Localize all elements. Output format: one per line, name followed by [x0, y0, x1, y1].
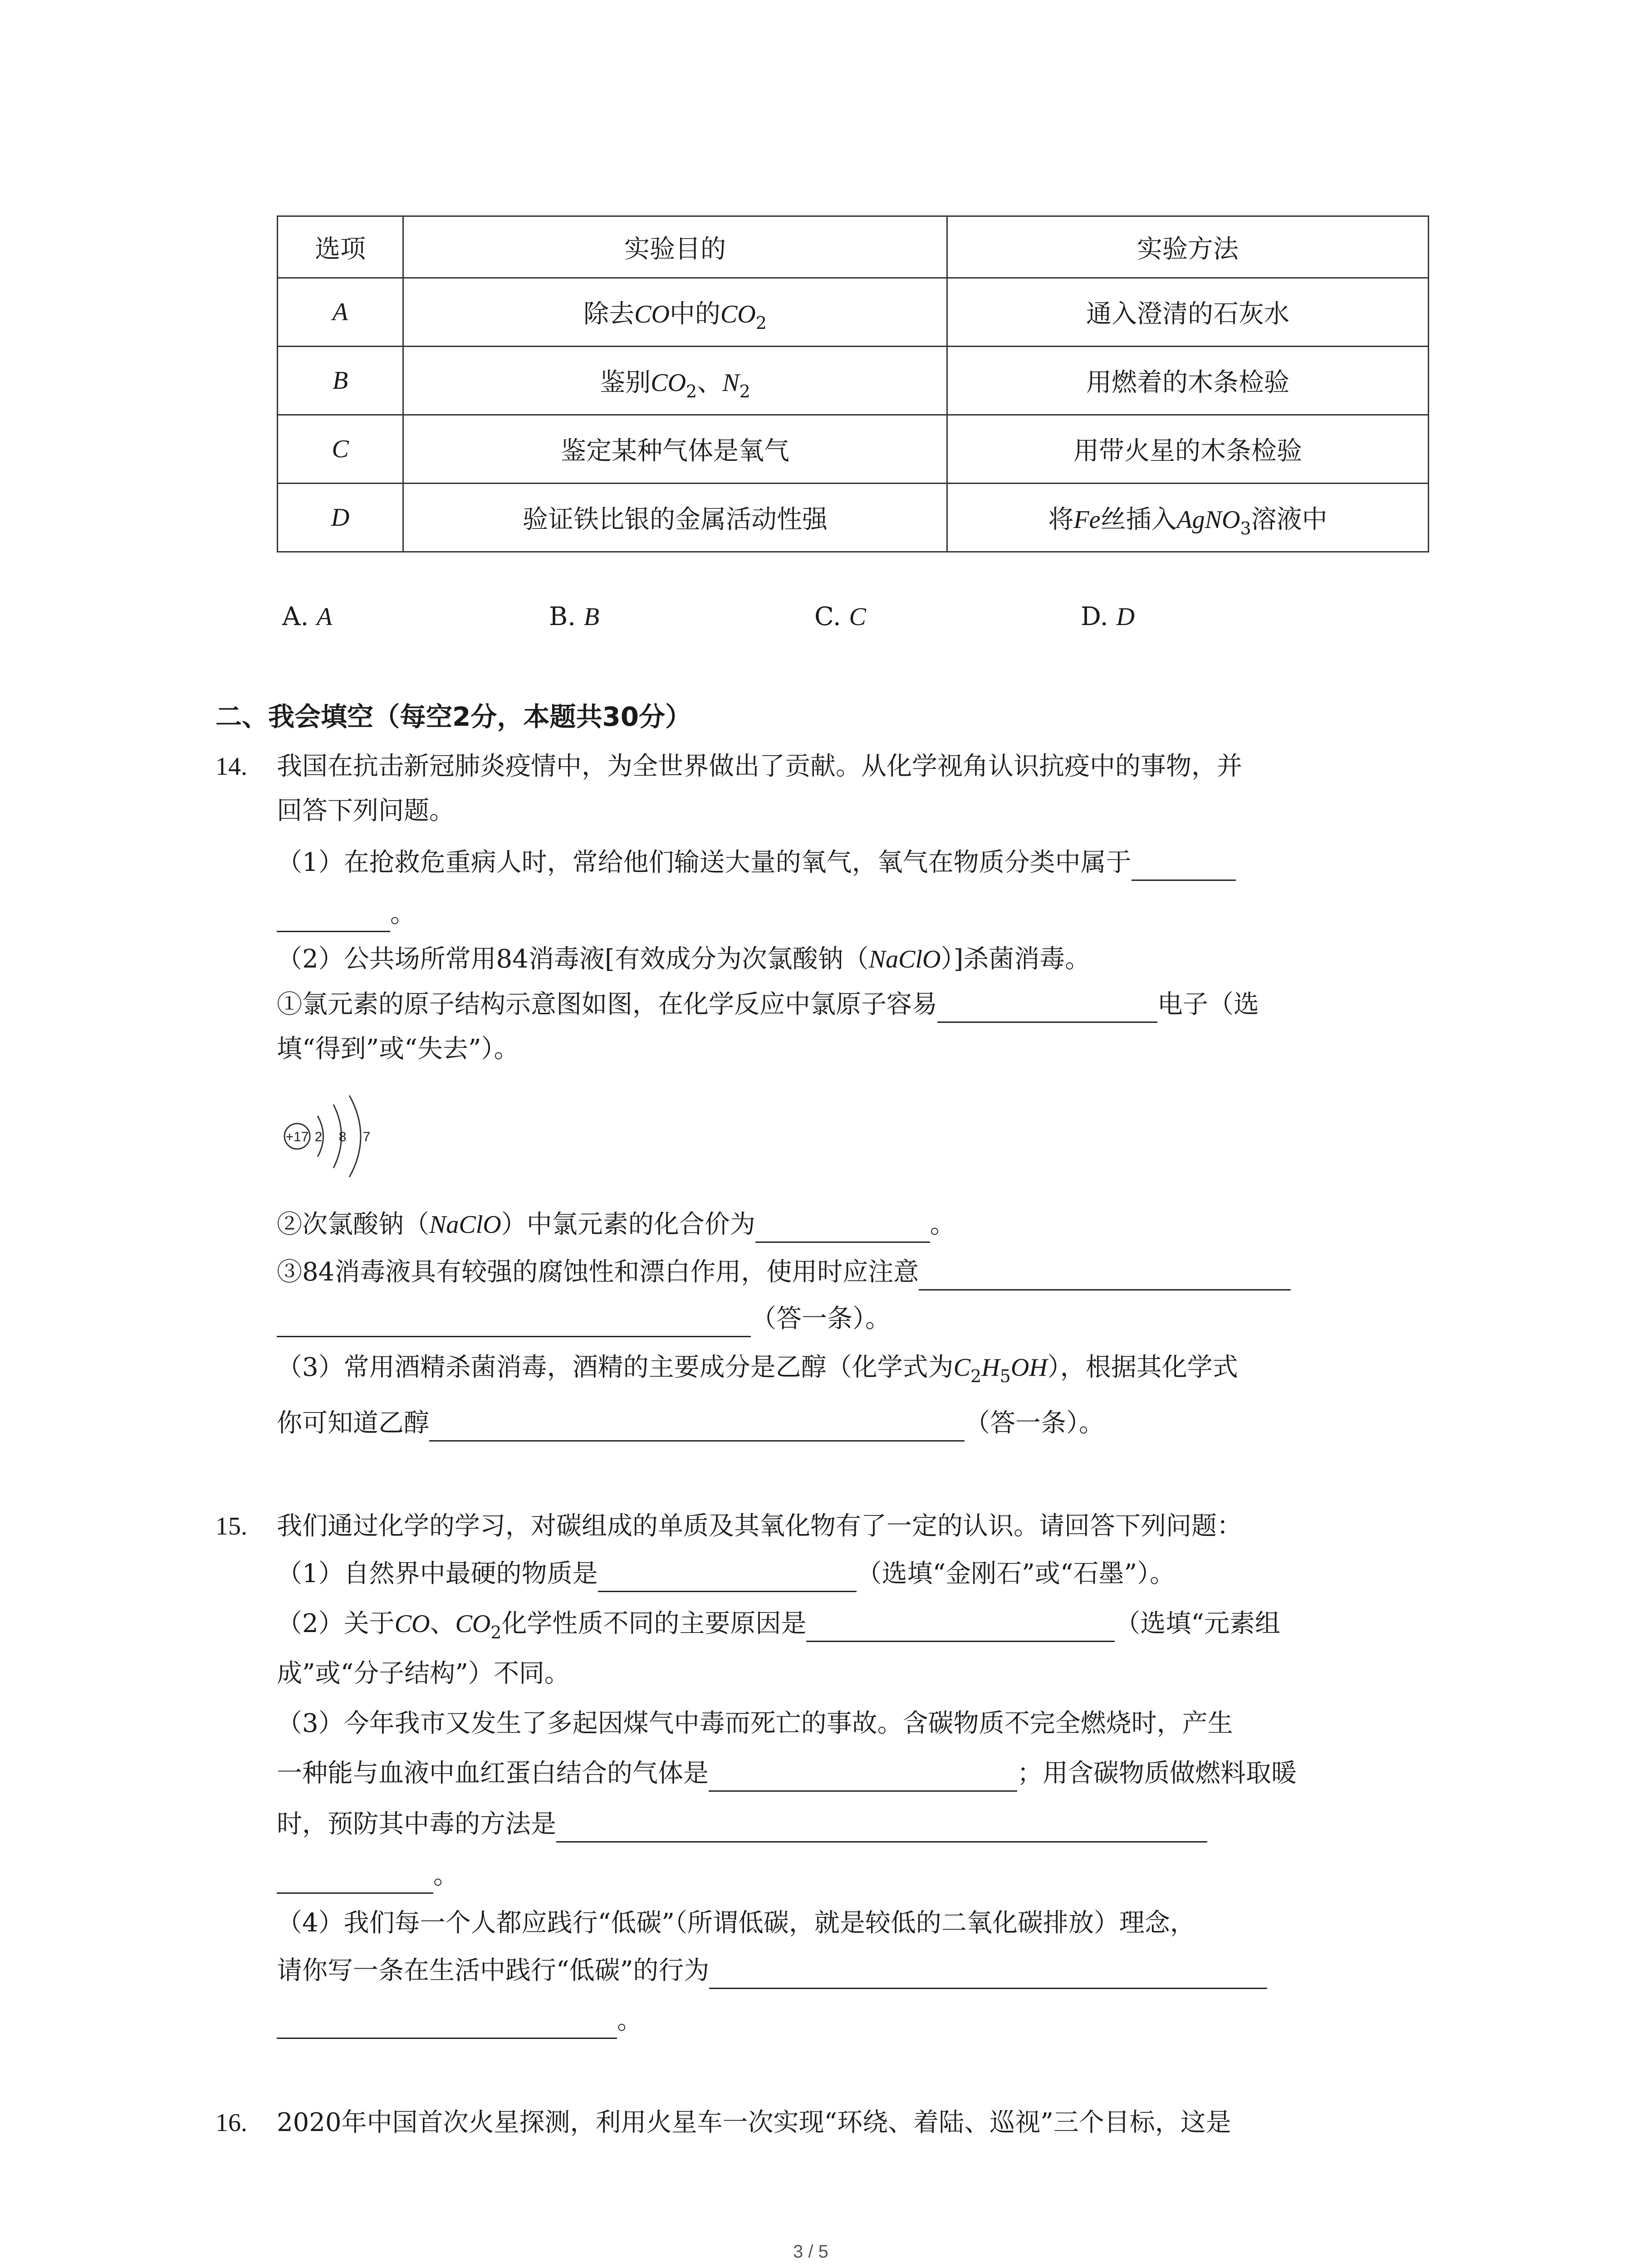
section-title: 二、我会填空（每空2分，本题共30分）	[216, 701, 692, 732]
answer-blank[interactable]	[277, 1865, 433, 1894]
q14-part3: （3）常用酒精杀菌消毒，酒精的主要成分是乙醇（化学式为$C_2H_5OH$），根据其化学式	[277, 1353, 1238, 1386]
q15-part1-text: （1）自然界中最硬的物质是	[277, 1559, 598, 1589]
q14-part3-line2-text: 你可知道乙醇	[277, 1408, 429, 1438]
row-option: C	[278, 415, 403, 484]
q14-part1-cont	[277, 896, 416, 932]
answer-blank[interactable]	[919, 1262, 1291, 1290]
q14-part2: （2）公共场所常用84消毒液[有效成分为次氯酸钠（NaClO）]杀菌消毒。	[277, 944, 1091, 974]
header-purpose: 实验目的	[403, 216, 947, 278]
row-option: D	[278, 484, 403, 552]
q14-part3-end: （答一条）。	[965, 1408, 1104, 1438]
q14-part2-a-text: ①氯元素的原子结构示意图如图，在化学反应中氯原子容易	[277, 990, 937, 1019]
q15-part3-line3	[277, 1806, 1207, 1843]
question-number: 15.	[216, 1512, 247, 1540]
nucleus-charge: +17	[285, 1129, 309, 1144]
row-purpose: 鉴定某种气体是氧气	[403, 415, 947, 484]
question-number: 16.	[216, 2109, 247, 2137]
row-method: 将Fe丝插入AgNO$_3$溶液中	[947, 484, 1429, 552]
table-row	[278, 278, 1429, 347]
row-option: A	[278, 278, 403, 347]
q15-part3-line2-tail: ；用含碳物质做燃料取暖	[1017, 1759, 1297, 1788]
chlorine-atom-diagram	[272, 1075, 381, 1198]
choice-label: D.	[1081, 602, 1108, 631]
choice-label: B.	[549, 602, 576, 631]
choice-value: A	[317, 603, 333, 631]
q15-part3-cont	[277, 1857, 459, 1894]
table-row	[278, 415, 1429, 484]
q14-part3-line2	[277, 1405, 1104, 1442]
q14-stem-line2: 回答下列问题。	[277, 796, 455, 826]
choice-value: C	[849, 603, 866, 631]
q14-part2-a	[277, 987, 1259, 1023]
header-method: 实验方法	[947, 216, 1429, 278]
question-number: 14.	[216, 753, 247, 781]
q16-stem: 2020年中国首次火星探测，利用火星车一次实现“环绕、着陆、巡视”三个目标，这是	[277, 2108, 1231, 2137]
answer-blank[interactable]	[277, 1309, 751, 1337]
q14-part2-b: ②次氯酸钠（NaClO）中氯元素的化合价为 。	[277, 1207, 955, 1243]
q15-part3: （3）今年我市又发生了多起因煤气中毒而死亡的事故。含碳物质不完全燃烧时，产生	[277, 1709, 1233, 1738]
row-method: 用带火星的木条检验	[947, 415, 1429, 484]
q15-part3-line2	[277, 1755, 1297, 1792]
q14-part2-a-tail: 电子（选	[1157, 990, 1259, 1019]
q14-part1-text: （1）在抢救危重病人时，常给他们输送大量的氧气，氧气在物质分类中属于	[277, 848, 1132, 877]
q14-stem-line1: 我国在抗击新冠肺炎疫情中，为全世界做出了贡献。从化学视角认识抗疫中的事物，并	[277, 752, 1242, 781]
q15-part4: （4）我们每一个人都应践行“低碳”（所谓低碳，就是较低的二氧化碳排放）理念，	[277, 1908, 1195, 1938]
row-purpose: 验证铁比银的金属活动性强	[403, 484, 947, 552]
answer-blank[interactable]	[556, 1814, 1207, 1843]
q14-part2-c-cont	[277, 1301, 891, 1337]
q15-part3-line3-text: 时，预防其中毒的方法是	[277, 1809, 556, 1839]
q15-part4-line2	[277, 1953, 1267, 1989]
answer-blank[interactable]	[277, 2010, 617, 2039]
row-purpose: 除去CO中的$CO_2$	[403, 278, 947, 347]
punct: 。	[390, 899, 416, 929]
choice-d[interactable]	[1081, 599, 1135, 635]
punct: 。	[617, 2006, 642, 2035]
choice-value: D	[1116, 603, 1135, 631]
answer-blank[interactable]	[1132, 852, 1236, 881]
row-purpose: 鉴别$CO_2$、$N_2$	[403, 347, 947, 415]
row-method: 通入澄清的石灰水	[947, 278, 1429, 347]
punct: 。	[433, 1861, 459, 1890]
q14-part1	[277, 845, 1236, 881]
punct: 。	[930, 1210, 955, 1239]
q15-part4-cont	[277, 2003, 642, 2039]
choice-label: C.	[814, 602, 841, 631]
choice-a[interactable]	[282, 599, 332, 635]
answer-blank[interactable]	[598, 1564, 857, 1592]
choice-b[interactable]	[549, 599, 599, 635]
answer-blank[interactable]	[806, 1613, 1115, 1642]
table-row	[278, 484, 1429, 552]
answer-blank[interactable]	[709, 1763, 1017, 1792]
header-option: 选项	[278, 216, 403, 278]
q15-part2-line2: 成”或“分子结构”）不同。	[277, 1659, 570, 1688]
q14-part2-c-end: （答一条）。	[751, 1304, 891, 1334]
q15-part4-line2-text: 请你写一条在生活中践行“低碳”的行为	[277, 1956, 710, 1985]
q14-part2-c-text: ③84消毒液具有较强的腐蚀性和漂白作用，使用时应注意	[277, 1257, 919, 1287]
answer-blank[interactable]	[755, 1214, 930, 1243]
q15-part1	[277, 1556, 1175, 1592]
table-row	[278, 347, 1429, 415]
shell-electrons: 2 8 7	[314, 1129, 377, 1144]
choice-value: B	[583, 603, 599, 631]
q15-part2-tail: （选填“元素组	[1115, 1609, 1281, 1638]
answer-blank[interactable]	[429, 1413, 965, 1442]
options-table	[277, 215, 1429, 552]
choice-label: A.	[282, 602, 309, 631]
q14-part2-c	[277, 1254, 1291, 1290]
q15-part3-line2-text: 一种能与血液中血红蛋白结合的气体是	[277, 1759, 709, 1788]
answer-blank[interactable]	[277, 904, 390, 932]
q15-part2: （2）关于CO、$CO_2$化学性质不同的主要原因是 （选填“元素组	[277, 1609, 1281, 1642]
row-option: B	[278, 347, 403, 415]
q14-part2-a-line2: 填“得到”或“失去”）。	[277, 1034, 519, 1064]
q15-part1-end: （选填“金刚石”或“石墨”）。	[856, 1559, 1176, 1589]
row-method: 用燃着的木条检验	[947, 347, 1429, 415]
q15-stem: 我们通过化学的学习，对碳组成的单质及其氧化物有了一定的认识。请回答下列问题：	[277, 1511, 1242, 1541]
choice-c[interactable]	[814, 599, 866, 635]
page-number: 3 / 5	[793, 2242, 828, 2262]
answer-blank[interactable]	[937, 994, 1157, 1023]
table-header-row	[278, 216, 1429, 278]
answer-blank[interactable]	[709, 1960, 1267, 1989]
